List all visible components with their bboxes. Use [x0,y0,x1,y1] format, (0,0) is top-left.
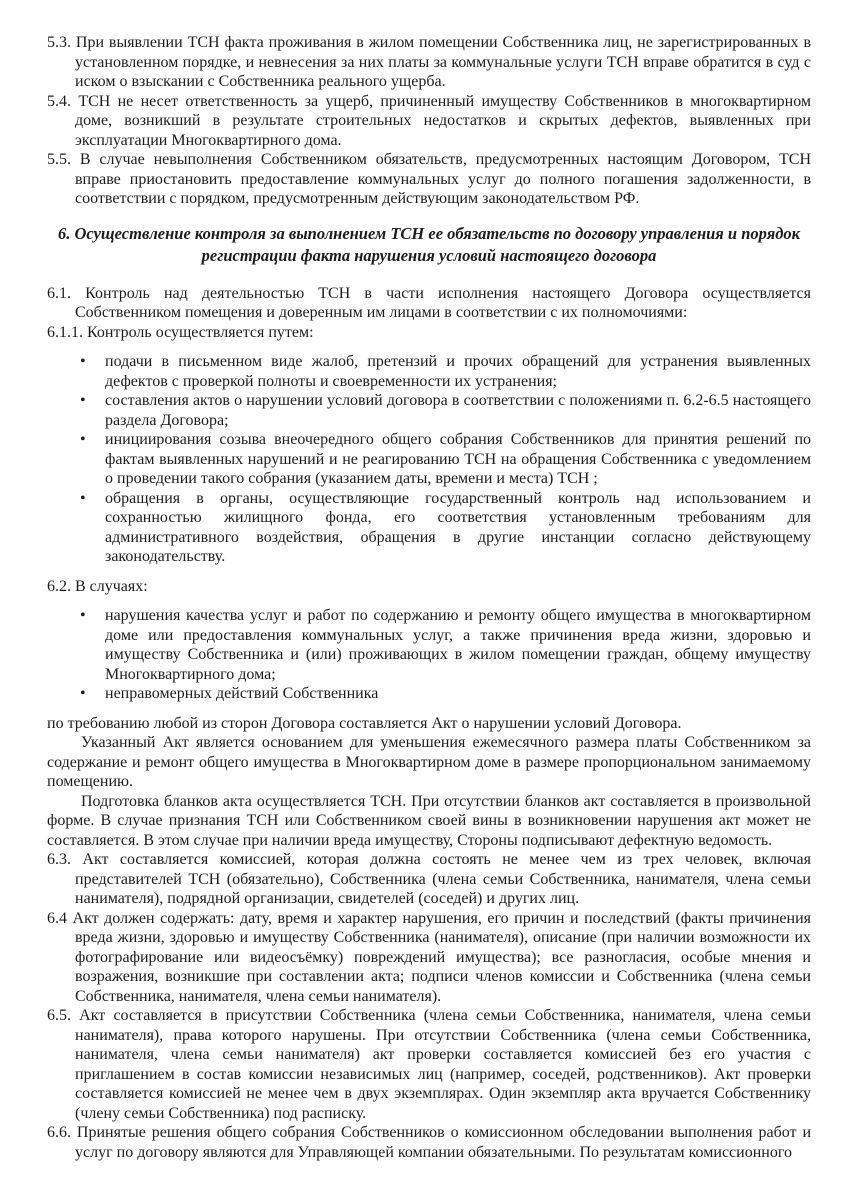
paragraph-act-requirement: по требованию любой из сторон Договора составляется Акт о нарушении условий Договора. [47,714,682,732]
paragraph-act-basis: Указанный Акт является основанием для уменьшения ежемесячного размера платы Собственником за содержание и ремонт общего имущества в Многоквартирном доме в размере пропорциональном занимаемому помещению. [47,734,811,790]
list-item: • обращения в органы, осуществляющие государственный контроль над использованием и сохранностью жилищного фонда, его соответствия установленным требованиям для административного воздействия, обращения в другие инстанции согласно действующему законодательству. [47,489,811,567]
list-item: • нарушения качества услуг и работ по содержанию и ремонту общего имущества в многоквартирном доме или предоставления коммунальных услуг, а также причинения вреда жизни, здоровью и имуществу Собственника и (или) проживающих в жилом помещении граждан, общему имуществу Многоквартирного дома; [47,606,811,684]
clause-5-3 [47,33,811,92]
clause-text: Акт составляется в присутствии Собственника (члена семьи Собственника, нанимателя, члена семьи нанимателя), права которого нарушены. При отсутствии Собственника (члена семьи Собственника, нанимателя, члена семьи нанимателя) акт проверки составляется комиссией без его участия с приглашением в состав комиссии независимых лиц (например, соседей, родственников). Акт проверки составляется комиссией не менее чем в двух экземплярах. Один экземпляр акта вручается Собственнику (члену семьи Собственника) под расписку. [75,1007,811,1122]
clause-text: ТСН не несет ответственность за ущерб, причиненный имуществу Собственников в многоквартирном доме, возникший в результате строительных недостатков и скрытых дефектов, выявленных при эксплуатации Многоквартирного дома. [75,92,812,149]
clause-text: В случаях: [75,577,148,595]
clause-6-1 [47,284,811,323]
list-item: • инициирования созыва внеочередного общего собрания Собственников для принятия решений по фактам выявленных нарушений и не реагированию ТСН на обращения Собственника с уведомлением о проведении такого собрания (указанием даты, времени и места) ТСН ; [47,430,811,489]
clause-5-5 [47,150,811,209]
clause-text: Принятые решения общего собрания Собственников о комиссионном обследовании выполнения работ и услуг по договору являются для Управляющей компании обязательными. По результатам комиссионного [75,1124,812,1161]
clause-text: Акт составляется комиссией, которая должна состоять не менее чем из трех человек, включая представителей ТСН (обязательно), Собственника (члена семьи Собственника, нанимателя, члена семьи нанимателя), подрядной организации, свидетелей (соседей) и других лиц. [75,851,812,907]
clause-number: 6.1.1. [47,323,83,341]
clause-number: 5.3. [47,34,71,51]
clause-6-3 [47,850,811,909]
clause-6-4 [47,909,811,1007]
clause-number: 6.6. [47,1124,71,1141]
clause-text: Контроль над деятельностью ТСН в части исполнения настоящего Договора осуществляется Собственником помещения и доверенным им лицами в соответствии с их полномочиями: [75,284,811,321]
clause-number: 6.4 [47,909,67,927]
clause-text: Акт должен содержать: дату, время и характер нарушения, его причин и последствий (факты причинения вреда жизни, здоровью и имуществу Собственника (нанимателя), описание (при наличии возможности их фотографирование или видеосъёмку) повреждений имущества); все разногласия, особые мнения и возражения, возникшие при составлении акта; подписи членов комиссии и Собственника (члена семьи Собственника, нанимателя, члена семьи нанимателя). [72,909,811,1005]
clause-text: При выявлении ТСН факта проживания в жилом помещении Собственника лиц, не зарегистрированных в установленном порядке, и невнесения за них платы за коммунальные услуги ТСН вправе обратится в суд с иском о взыскании с Собственника реального ущерба. [75,34,812,90]
control-methods-list [47,352,811,567]
clause-number: 6.5. [47,1007,71,1024]
clause-6-1-1 [47,323,811,343]
clause-number: 5.4. [47,92,71,110]
clause-number: 6.2. [47,577,71,595]
clause-text: В случае невыполнения Собственником обязательств, предусмотренных настоящим Договором, ТСН вправе приостановить предоставление коммунальных услуг до полного погашения задолженности, в соответствии с порядком, предусмотренным действующим законодательством РФ. [75,151,811,207]
list-item: • подачи в письменном виде жалоб, претензий и прочих обращений для устранения выявленных дефектов с проверкой полноты и своевременности их устранения; [47,352,811,391]
clause-number: 6.3. [47,851,71,868]
clause-6-5 [47,1006,811,1123]
clause-5-4 [47,92,811,151]
violation-cases-list [47,606,811,704]
paragraph-act-forms: Подготовка бланков акта осуществляется ТСН. При отсутствии бланков акт составляется в произвольной форме. В случае признания ТСН или Собственником своей вины в возникновении нарушения акт может не составляется. В этом случае при наличии вреда имуществу, Стороны подписывают дефектную ведомость. [47,792,811,849]
clause-6-2 [47,577,811,597]
list-item: • неправомерных действий Собственника [47,684,811,704]
list-item: • составления актов о нарушении условий договора в соответствии с положениями п. 6.2-6.5 настоящего раздела Договора; [47,391,811,430]
clause-number: 6.1. [47,284,71,302]
clause-number: 5.5. [47,151,71,168]
section-6-heading: 6. Осуществление контроля за выполнением ТСН ее обязательств по договору управления и порядок регистрации факта нарушения условий настоящего договора [57,223,800,265]
clause-text: Контроль осуществляется путем: [87,323,314,341]
clause-6-6 [47,1123,811,1162]
